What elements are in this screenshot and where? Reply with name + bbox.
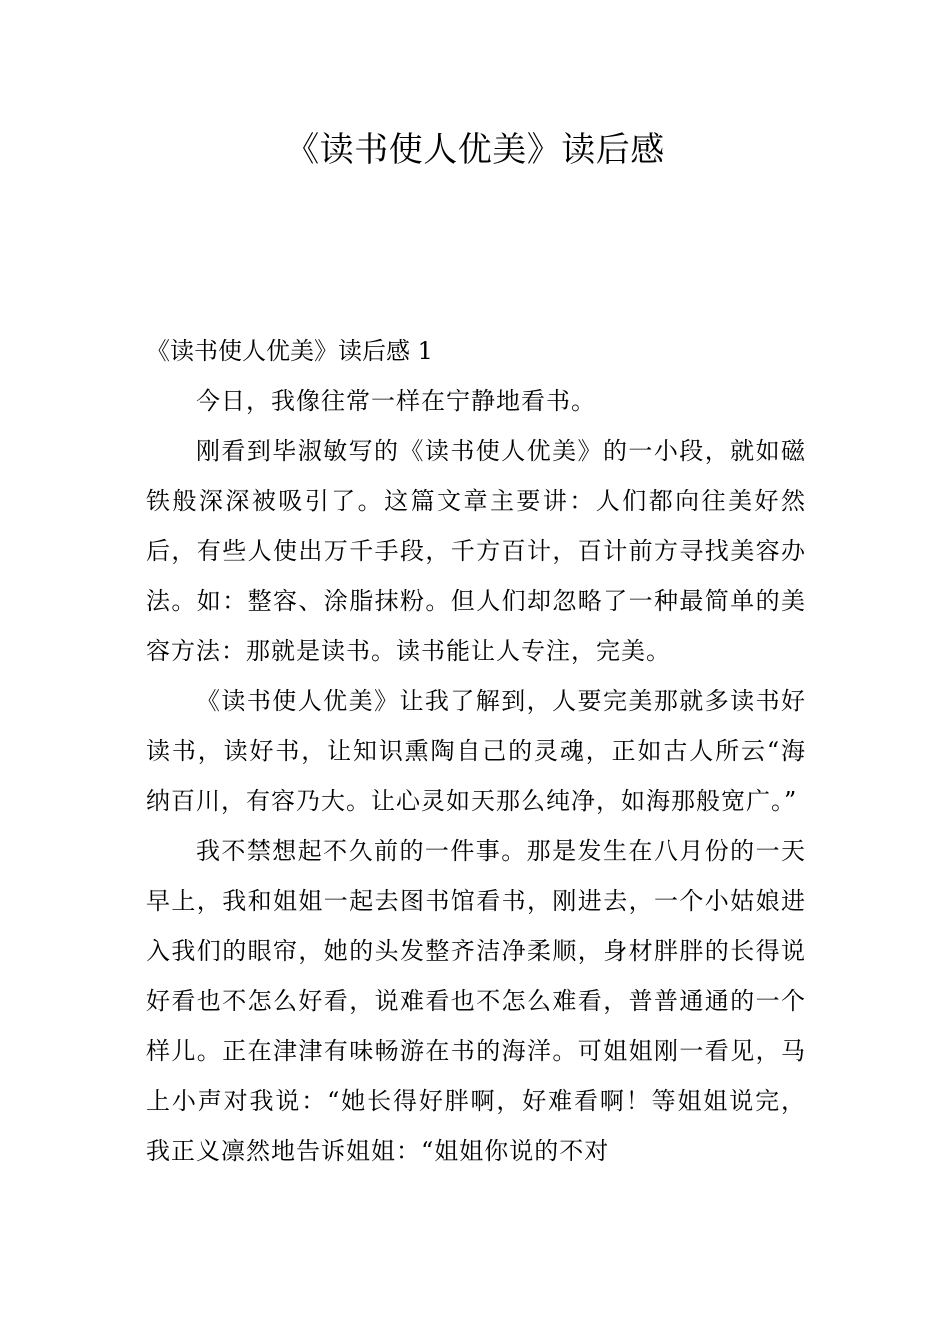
paragraph-1: 今日，我像往常一样在宁静地看书。 [196,387,596,415]
document-title: 《读书使人优美》读后感 [285,130,665,170]
paragraph-2: 刚看到毕淑敏写的《读书使人优美》的一小段，就如磁铁般深深被吸引了。这篇文章主要讲：人们都向往美好然后，有些人使出万千手段，千方百计，百计前方寻找美容办法。如：整容、涂脂抹粉。但人们却忽略了一种最简单的美容方法：那就是读书。读书能让人专注，完美。 [146,437,806,665]
document-body [146,326,806,1176]
paragraph-4: 我不禁想起不久前的一件事。那是发生在八月份的一天早上，我和姐姐一起去图书馆看书，刚进去，一个小姑娘进入我们的眼帘，她的头发整齐洁净柔顺，身材胖胖的长得说好看也不怎么好看，说难看也不怎么难看，普普通通的一个样儿。正在津津有味畅游在书的海洋。可姐姐刚一看见，马上小声对我说：“她长得好胖啊，好难看啊！等姐姐说完，我正义凛然地告诉姐姐：“姐姐你说的不对 [146,837,806,1165]
paragraph-3: 《读书使人优美》让我了解到，人要完美那就多读书好读书，读好书，让知识熏陶自己的灵魂，正如古人所云“海纳百川，有容乃大。让心灵如天那么纯净，如海那般宽广。” [146,687,806,815]
section-heading: 《读书使人优美》读后感 1 [146,337,433,365]
